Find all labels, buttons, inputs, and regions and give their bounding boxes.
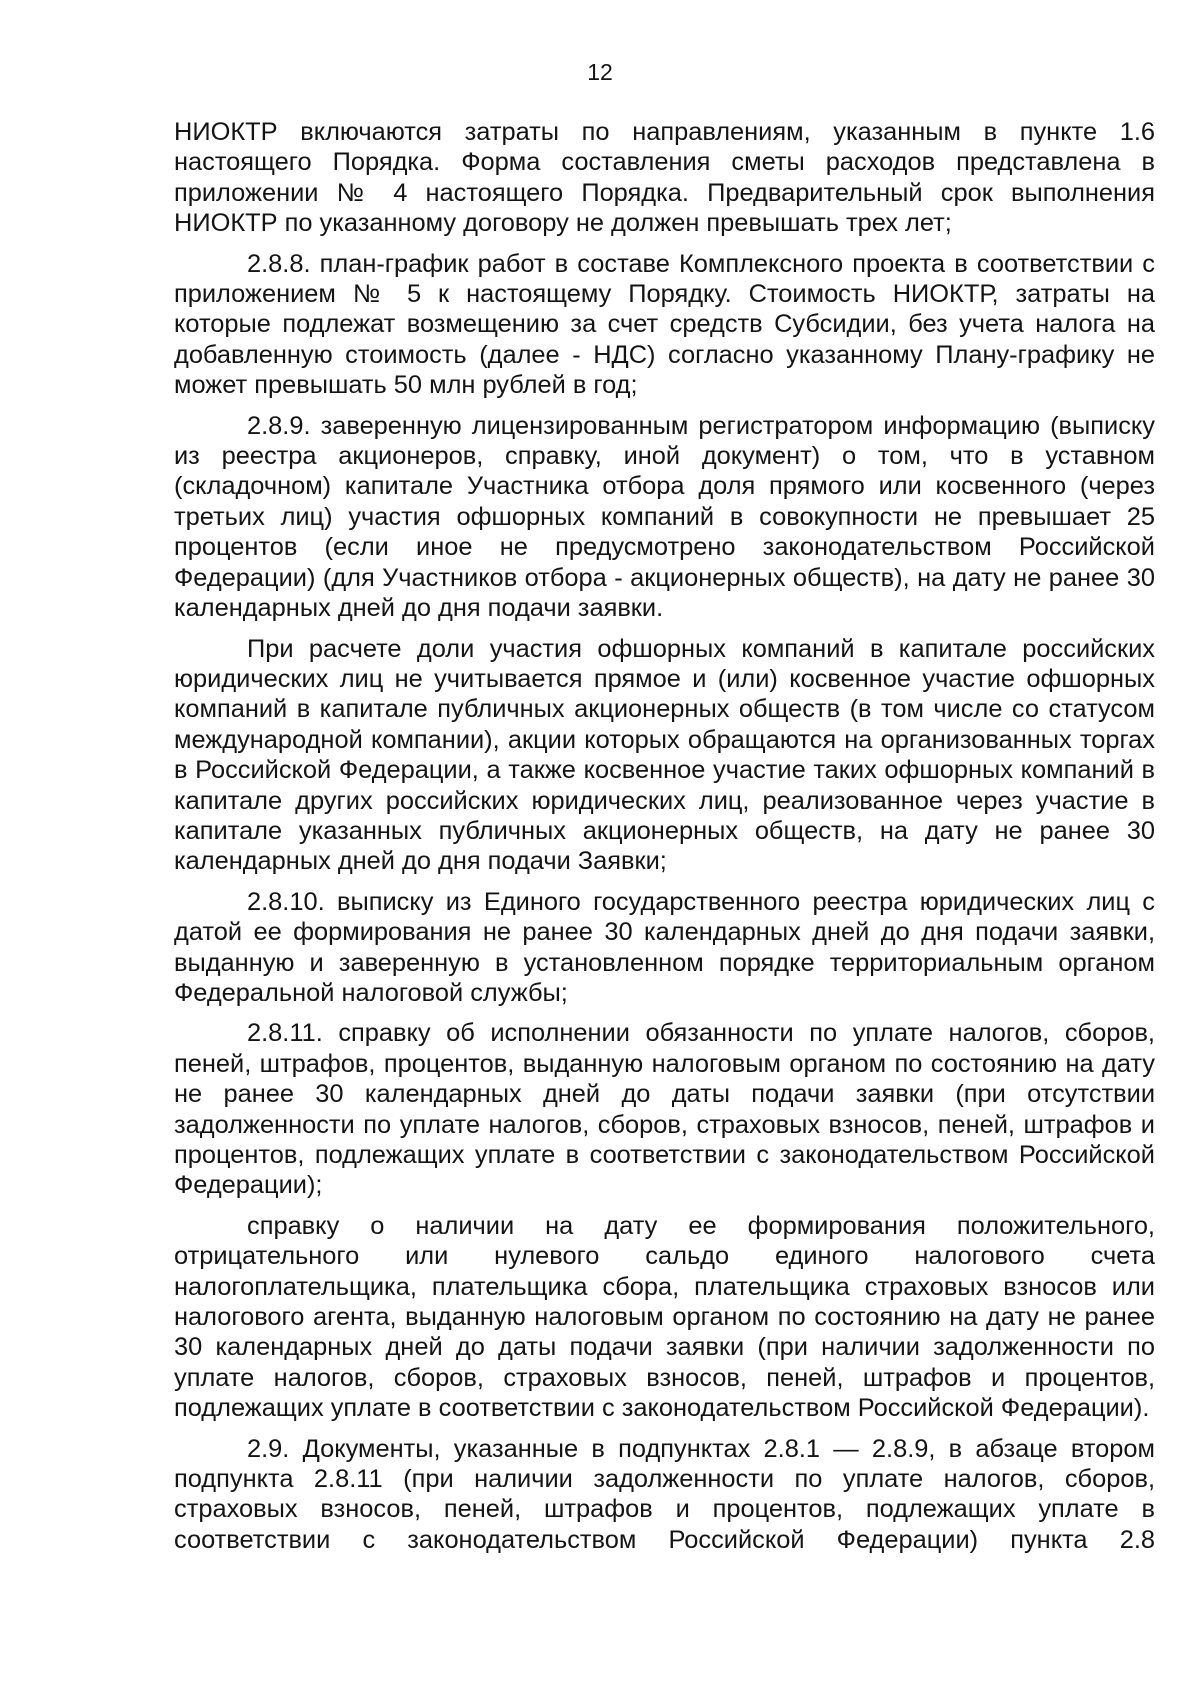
paragraph-niokt-costs: НИОКТР включаются затраты по направлениям, указанным в пункте 1.6 настоящего Порядка. Форма составления сметы расходов представлена в приложении № 4 настоящего Порядка. Предварительный срок выполнения НИОКТР по указанному договору не должен превышать трех лет; (174, 118, 1155, 238)
paragraph-2-8-8: 2.8.8. план-график работ в составе Комплексного проекта в соответствии с приложением № 5 к настоящему Порядку. Стоимость НИОКТР, затраты на которые подлежат возмещению за счет средств Субсидии, без учета налога на добавленную стоимость (далее - НДС) согласно указанному Плану-графику не может превышать 50 млн рублей в год; (174, 249, 1155, 400)
document-body (174, 117, 1155, 1565)
paragraph-offshore-share: При расчете доли участия офшорных компаний в капитале российских юридических лиц не учитывается прямое и (или) косвенное участие офшорных компаний в капитале публичных акционерных обществ (в том числе со статусом международной компании), акции которых обращаются на организованных торгах в Российской Федерации, а также косвенное участие таких офшорных компаний в капитале других российских юридических лиц, реализованное через участие в капитале указанных публичных акционерных обществ, на дату не ранее 30 календарных дней до дня подачи Заявки; (174, 634, 1155, 876)
paragraph-2-8-11: 2.8.11. справку об исполнении обязанности по уплате налогов, сборов, пеней, штрафов, процентов, выданную налоговым органом по состоянию на дату не ранее 30 календарных дней до даты подачи заявки (при отсутствии задолженности по уплате налогов, сборов, страховых взносов, пеней, штрафов и процентов, подлежащих уплате в соответствии с законодательством Российской Федерации); (174, 1019, 1155, 1200)
paragraph-balance-certificate: справку о наличии на дату ее формирования положительного, отрицательного или нулевого сальдо единого налогового счета налогоплательщика, плательщика сбора, плательщика страховых взносов или налогового агента, выданную налоговым органом по состоянию на дату не ранее 30 календарных дней до даты подачи заявки (при наличии задолженности по уплате налогов, сборов, страховых взносов, пеней, штрафов и процентов, подлежащих уплате в соответствии с законодательством Российской Федерации). (174, 1211, 1155, 1423)
page-number: 12 (587, 59, 613, 85)
paragraph-2-9: 2.9. Документы, указанные в подпунктах 2.8.1 — 2.8.9, в абзаце втором подпункта 2.8.11 (при наличии задолженности по уплате налогов, сборов, страховых взносов, пеней, штрафов и процентов, подлежащих уплате в соответствии с законодательством Российской Федерации) пункта 2.8 (174, 1434, 1155, 1554)
paragraph-2-8-9: 2.8.9. заверенную лицензированным регистратором информацию (выписку из реестра акционеров, справку, иной документ) о том, что в уставном (складочном) капитале Участника отбора доля прямого или косвенного (через третьих лиц) участия офшорных компаний в совокупности не превышает 25 процентов (если иное не предусмотрено законодательством Российской Федерации) (для Участников отбора - акционерных обществ), на дату не ранее 30 календарных дней до дня подачи заявки. (174, 411, 1155, 623)
paragraph-2-8-10: 2.8.10. выписку из Единого государственного реестра юридических лиц с датой ее формирования не ранее 30 календарных дней до дня подачи заявки, выданную и заверенную в установленном порядке территориальным органом Федеральной налоговой службы; (174, 887, 1155, 1007)
